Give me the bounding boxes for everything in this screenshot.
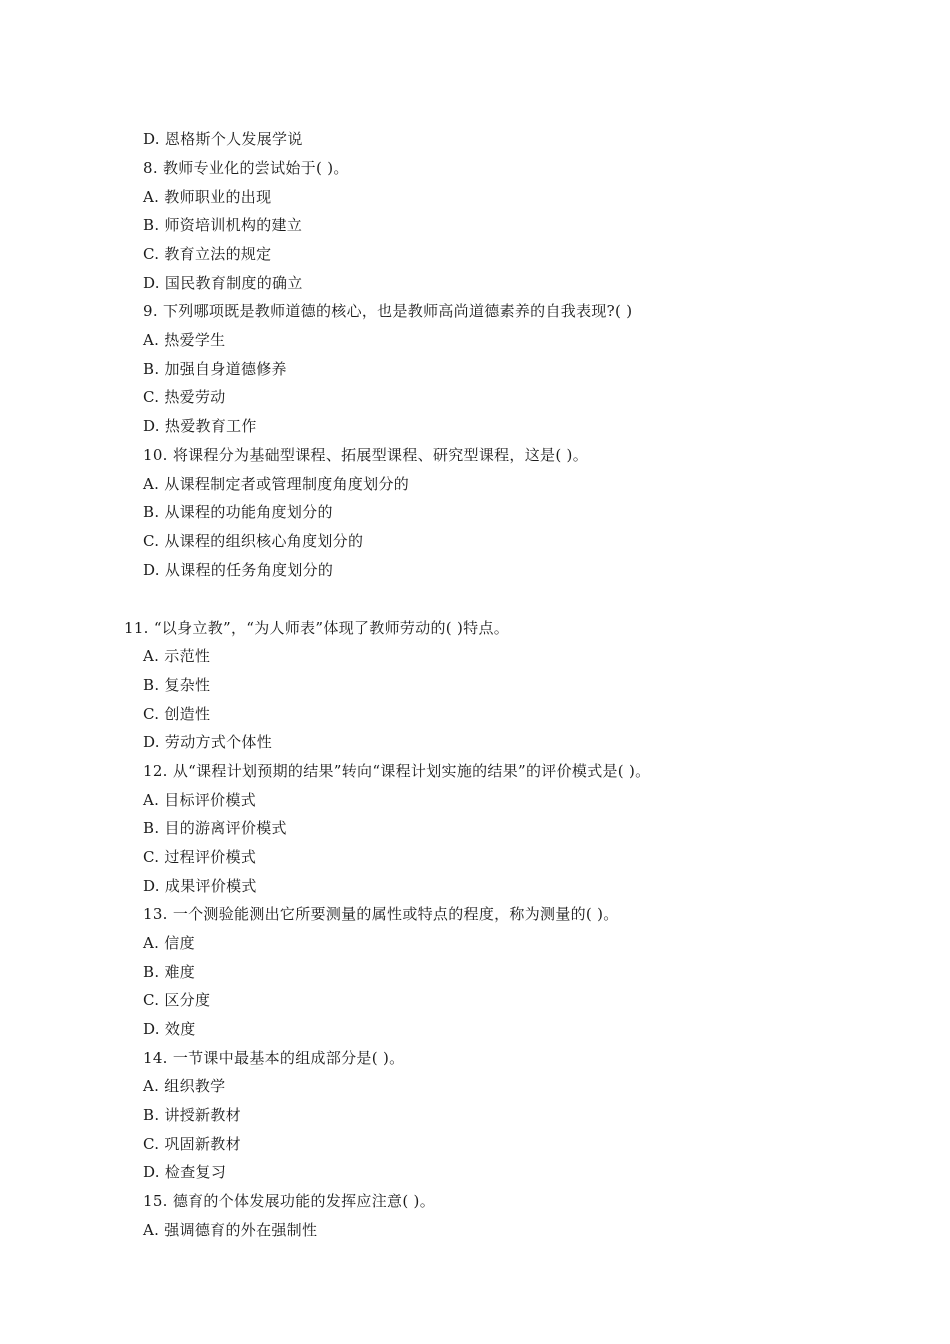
option-line: A. 强调德育的外在强制性 — [143, 1221, 318, 1239]
option-line: B. 讲授新教材 — [143, 1106, 241, 1124]
option-line: B. 师资培训机构的建立 — [143, 216, 303, 234]
question-line: 10. 将课程分为基础型课程、拓展型课程、研究型课程，这是( )。 — [143, 446, 588, 464]
option-line: C. 教育立法的规定 — [143, 245, 272, 263]
option-line: D. 效度 — [143, 1020, 196, 1038]
question-line: 9. 下列哪项既是教师道德的核心，也是教师高尚道德素养的自我表现?( ) — [143, 302, 633, 320]
option-line: A. 目标评价模式 — [143, 791, 257, 809]
option-line: A. 示范性 — [143, 647, 211, 665]
option-line: B. 加强自身道德修养 — [143, 360, 287, 378]
option-line: C. 区分度 — [143, 991, 211, 1009]
option-line: D. 从课程的任务角度划分的 — [143, 561, 334, 579]
question-line: 14. 一节课中最基本的组成部分是( )。 — [143, 1049, 405, 1067]
option-line: D. 热爱教育工作 — [143, 417, 257, 435]
option-line: D. 劳动方式个体性 — [143, 733, 273, 751]
question-line: 11. “以身立教”，“为人师表”体现了教师劳动的( )特点。 — [124, 619, 510, 637]
option-line: B. 难度 — [143, 963, 196, 981]
option-line: D. 恩格斯个人发展学说 — [143, 130, 303, 148]
option-line: A. 信度 — [143, 934, 195, 952]
option-line: C. 从课程的组织核心角度划分的 — [143, 532, 364, 550]
question-line: 15. 德育的个体发展功能的发挥应注意( )。 — [143, 1192, 435, 1210]
option-line: B. 复杂性 — [143, 676, 211, 694]
option-line: B. 从课程的功能角度划分的 — [143, 503, 333, 521]
option-line: D. 检查复习 — [143, 1163, 227, 1181]
option-line: B. 目的游离评价模式 — [143, 819, 287, 837]
option-line: A. 教师职业的出现 — [143, 188, 272, 206]
option-line: D. 国民教育制度的确立 — [143, 274, 303, 292]
question-line: 13. 一个测验能测出它所要测量的属性或特点的程度，称为测量的( )。 — [143, 905, 619, 923]
option-line: A. 组织教学 — [143, 1077, 226, 1095]
option-line: A. 从课程制定者或管理制度角度划分的 — [143, 475, 410, 493]
option-line: C. 过程评价模式 — [143, 848, 257, 866]
option-line: C. 巩固新教材 — [143, 1135, 241, 1153]
option-line: C. 创造性 — [143, 705, 211, 723]
option-line: D. 成果评价模式 — [143, 877, 257, 895]
option-line: C. 热爱劳动 — [143, 388, 226, 406]
question-line: 12. 从“课程计划预期的结果”转向“课程计划实施的结果”的评价模式是( )。 — [143, 762, 651, 780]
option-line: A. 热爱学生 — [143, 331, 226, 349]
question-line: 8. 教师专业化的尝试始于( )。 — [143, 159, 349, 177]
